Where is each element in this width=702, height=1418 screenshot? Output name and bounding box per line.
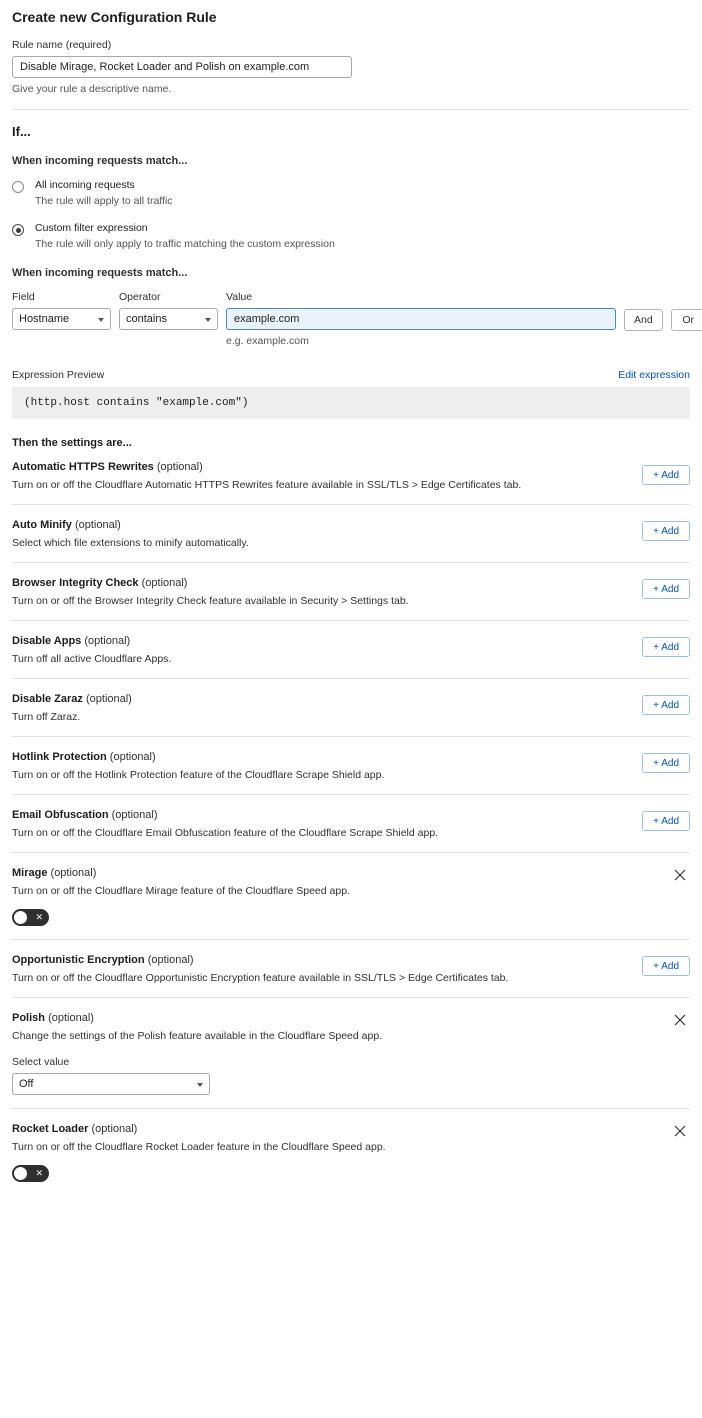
toggle-off-icon: ✕ — [35, 1168, 43, 1178]
mirage-toggle[interactable] — [12, 909, 49, 926]
rule-name-helper: Give your rule a descriptive name. — [12, 83, 172, 95]
rocket-loader-toggle[interactable] — [12, 1165, 49, 1182]
setting-title-text: Email Obfuscation — [12, 809, 109, 821]
setting-optional-text: (optional) — [91, 1123, 138, 1135]
setting-description: Turn on or off the Cloudflare Email Obfuscation feature of the Cloudflare Scrape Shield app. — [12, 827, 439, 839]
setting-optional-text: (optional) — [111, 809, 158, 821]
setting-description: Turn off all active Cloudflare Apps. — [12, 653, 172, 665]
close-icon — [673, 1124, 687, 1138]
expression-preview-header — [12, 369, 690, 381]
polish-select-label: Select value — [12, 1056, 70, 1068]
rule-name-group — [12, 39, 690, 95]
expression-preview-text: (http.host contains "example.com") — [12, 387, 690, 419]
setting-title — [12, 1123, 690, 1135]
setting-title — [12, 809, 690, 821]
toggle-knob — [14, 1167, 27, 1180]
add-button[interactable]: + Add — [642, 811, 690, 831]
setting-email-obfuscation — [12, 794, 690, 852]
add-button[interactable]: + Add — [642, 956, 690, 976]
if-heading: If... — [12, 124, 31, 139]
toggle-off-icon: ✕ — [35, 912, 43, 922]
setting-title-text: Auto Minify — [12, 519, 72, 531]
setting-title-text: Disable Apps — [12, 635, 82, 647]
radio-all-title: All incoming requests — [35, 179, 135, 191]
add-button[interactable]: + Add — [642, 579, 690, 599]
setting-optional-text: (optional) — [141, 577, 188, 589]
add-button[interactable]: + Add — [642, 637, 690, 657]
setting-description: Select which file extensions to minify automatically. — [12, 537, 249, 549]
setting-hotlink-protection — [12, 736, 690, 794]
setting-title-text: Disable Zaraz — [12, 693, 83, 705]
setting-disable-apps — [12, 620, 690, 678]
match-label-2: When incoming requests match... — [12, 267, 188, 279]
radio-custom-title: Custom filter expression — [35, 222, 148, 234]
setting-description: Turn on or off the Cloudflare Mirage feature of the Cloudflare Speed app. — [12, 885, 350, 897]
then-settings-heading: Then the settings are... — [12, 437, 132, 449]
and-button[interactable]: And — [624, 309, 663, 331]
setting-title — [12, 461, 690, 473]
setting-auto-minify — [12, 504, 690, 562]
setting-title-text: Automatic HTTPS Rewrites — [12, 461, 154, 473]
setting-rocket-loader — [12, 1108, 690, 1195]
operator-label: Operator — [119, 291, 161, 303]
setting-automatic-https-rewrites — [12, 449, 690, 504]
setting-title — [12, 635, 690, 647]
radio-all-incoming-requests[interactable] — [12, 179, 690, 208]
setting-optional-text: (optional) — [147, 954, 194, 966]
field-select[interactable] — [12, 308, 111, 330]
radio-all-sub: The rule will apply to all traffic — [35, 195, 173, 207]
setting-optional-text: (optional) — [84, 635, 131, 647]
radio-custom-sub: The rule will only apply to traffic matching the custom expression — [35, 238, 335, 250]
remove-setting-button[interactable] — [672, 1012, 688, 1028]
setting-description: Turn on or off the Hotlink Protection feature of the Cloudflare Scrape Shield app. — [12, 769, 385, 781]
setting-polish — [12, 997, 690, 1108]
setting-title — [12, 1012, 690, 1024]
close-icon — [673, 1013, 687, 1027]
add-button[interactable]: + Add — [642, 521, 690, 541]
setting-opportunistic-encryption — [12, 939, 690, 997]
setting-description: Turn on or off the Cloudflare Rocket Loader feature in the Cloudflare Speed app. — [12, 1141, 386, 1153]
rule-name-label: Rule name (required) — [12, 39, 112, 51]
setting-optional-text: (optional) — [48, 1012, 94, 1024]
setting-disable-zaraz — [12, 678, 690, 736]
page-title: Create new Configuration Rule — [12, 9, 217, 25]
setting-title — [12, 577, 690, 589]
setting-title-text: Hotlink Protection — [12, 751, 107, 763]
setting-title — [12, 519, 690, 531]
field-label: Field — [12, 291, 35, 303]
value-label: Value — [226, 291, 253, 303]
radio-custom-indicator[interactable] — [12, 224, 24, 236]
expression-preview-label: Expression Preview — [12, 369, 105, 381]
setting-title — [12, 867, 690, 879]
match-label-1: When incoming requests match... — [12, 155, 188, 167]
setting-optional-text: (optional) — [156, 461, 203, 473]
setting-title-text: Browser Integrity Check — [12, 577, 139, 589]
or-button[interactable]: Or — [671, 309, 702, 331]
setting-optional-text: (optional) — [109, 751, 156, 763]
setting-optional-text: (optional) — [85, 693, 132, 705]
setting-title-text: Rocket Loader — [12, 1123, 89, 1135]
remove-setting-button[interactable] — [672, 1123, 688, 1139]
add-button[interactable]: + Add — [642, 465, 690, 485]
edit-expression-link[interactable]: Edit expression — [618, 369, 690, 381]
setting-description: Turn on or off the Cloudflare Opportunistic Encryption feature available in SSL/TLS > Edge Certificates tab. — [12, 972, 509, 984]
add-button[interactable]: + Add — [642, 753, 690, 773]
setting-description: Change the settings of the Polish feature available in the Cloudflare Speed app. — [12, 1030, 383, 1042]
add-button[interactable]: + Add — [642, 695, 690, 715]
setting-optional-text: (optional) — [74, 519, 121, 531]
setting-title — [12, 751, 690, 763]
setting-description: Turn off Zaraz. — [12, 711, 81, 723]
close-icon — [673, 868, 687, 882]
value-input[interactable] — [226, 308, 616, 330]
setting-title-text: Polish — [12, 1012, 46, 1024]
remove-setting-button[interactable] — [672, 867, 688, 883]
radio-custom-filter-expression[interactable] — [12, 222, 690, 251]
rule-name-input[interactable] — [12, 56, 352, 78]
value-helper: e.g. example.com — [226, 335, 309, 347]
setting-title-text: Mirage — [12, 867, 48, 879]
divider-top — [12, 109, 690, 110]
setting-description: Turn on or off the Browser Integrity Check feature available in Security > Settings tab. — [12, 595, 409, 607]
setting-browser-integrity-check — [12, 562, 690, 620]
filter-builder-row — [12, 291, 695, 347]
setting-description: Turn on or off the Cloudflare Automatic HTTPS Rewrites feature available in SSL/TLS > Edge Certificates tab. — [12, 479, 522, 491]
setting-title-text: Opportunistic Encryption — [12, 954, 145, 966]
setting-mirage — [12, 852, 690, 939]
setting-title — [12, 954, 690, 966]
setting-optional-text: (optional) — [50, 867, 97, 879]
setting-title — [12, 693, 690, 705]
polish-select[interactable] — [12, 1073, 210, 1095]
operator-select[interactable] — [119, 308, 218, 330]
radio-all-indicator[interactable] — [12, 181, 24, 193]
toggle-knob — [14, 911, 27, 924]
